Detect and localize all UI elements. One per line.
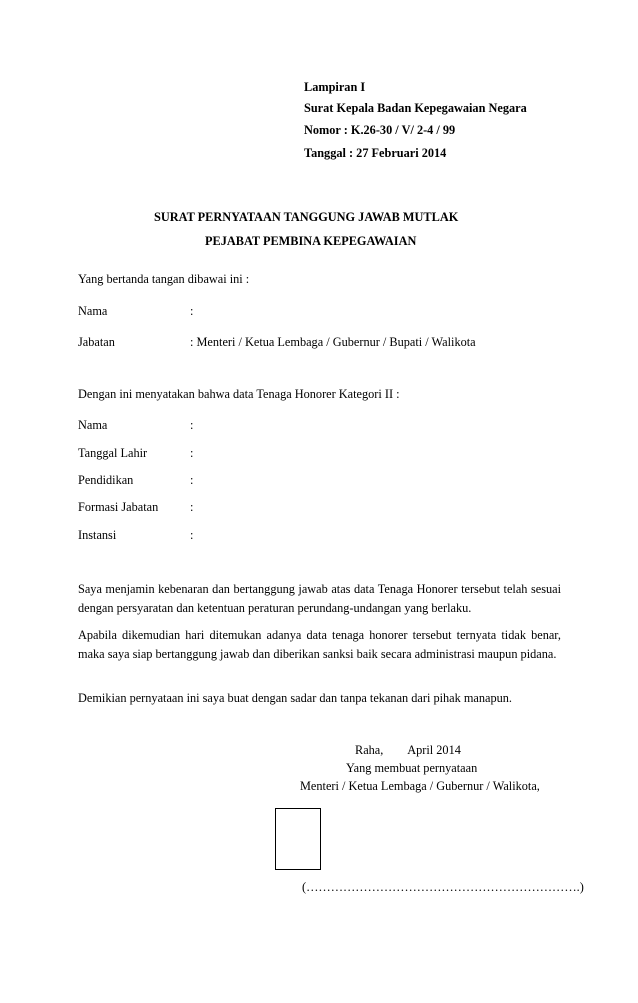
honorer-formation-value: : — [190, 500, 194, 514]
nomor-reference: Nomor : K.26-30 / V/ 2-4 / 99 — [304, 123, 456, 137]
signature-name-placeholder: (………………………………………………………….) — [302, 880, 584, 894]
signer-position-value: : Menteri / Ketua Lembaga / Gubernur / Bupati / Walikota — [190, 335, 476, 349]
statement-intro: Dengan ini menyatakan bahwa data Tenaga Honorer Kategori II : — [78, 387, 400, 401]
signer-name-value: : — [190, 304, 194, 318]
stamp-placeholder-box — [275, 808, 321, 870]
honorer-agency-value: : — [190, 528, 194, 542]
document-title-line1: SURAT PERNYATAAN TANGGUNG JAWAB MUTLAK — [154, 210, 459, 224]
surat-reference: Surat Kepala Badan Kepegawaian Negara — [304, 101, 527, 115]
signature-maker: Yang membuat pernyataan — [346, 761, 478, 775]
honorer-formation-label: Formasi Jabatan — [78, 500, 159, 514]
signer-position-label: Jabatan — [78, 335, 115, 349]
honorer-birthdate-value: : — [190, 446, 194, 460]
lampiran-label: Lampiran I — [304, 80, 366, 94]
honorer-birthdate-label: Tanggal Lahir — [78, 446, 148, 460]
tanggal-reference: Tanggal : 27 Februari 2014 — [304, 146, 447, 160]
honorer-education-value: : — [190, 473, 194, 487]
signer-name-label: Nama — [78, 304, 108, 318]
signature-position: Menteri / Ketua Lembaga / Gubernur / Walikota, — [300, 779, 540, 793]
honorer-name-label: Nama — [78, 418, 108, 432]
closing-paragraph: Demikian pernyataan ini saya buat dengan sadar dan tanpa tekanan dari pihak manapun. — [78, 691, 512, 705]
honorer-education-label: Pendidikan — [78, 473, 134, 487]
intro-text: Yang bertanda tangan dibawai ini : — [78, 272, 250, 286]
document-title-line2: PEJABAT PEMBINA KEPEGAWAIAN — [205, 234, 417, 248]
liability-paragraph: Apabila dikemudian hari ditemukan adanya data tenaga honorer tersebut ternyata tidak benar, maka saya siap bertanggung jawab dan diberikan sanksi baik secara administrasi maupun pidana. — [78, 628, 561, 661]
honorer-name-value: : — [190, 418, 194, 432]
guarantee-paragraph: Saya menjamin kebenaran dan bertanggung jawab atas data Tenaga Honorer tersebut telah sesuai dengan persyaratan dan ketentuan peraturan perundang-undangan yang berlaku. — [78, 582, 561, 615]
signature-place-date: Raha, April 2014 — [355, 743, 461, 757]
honorer-agency-label: Instansi — [78, 528, 117, 542]
